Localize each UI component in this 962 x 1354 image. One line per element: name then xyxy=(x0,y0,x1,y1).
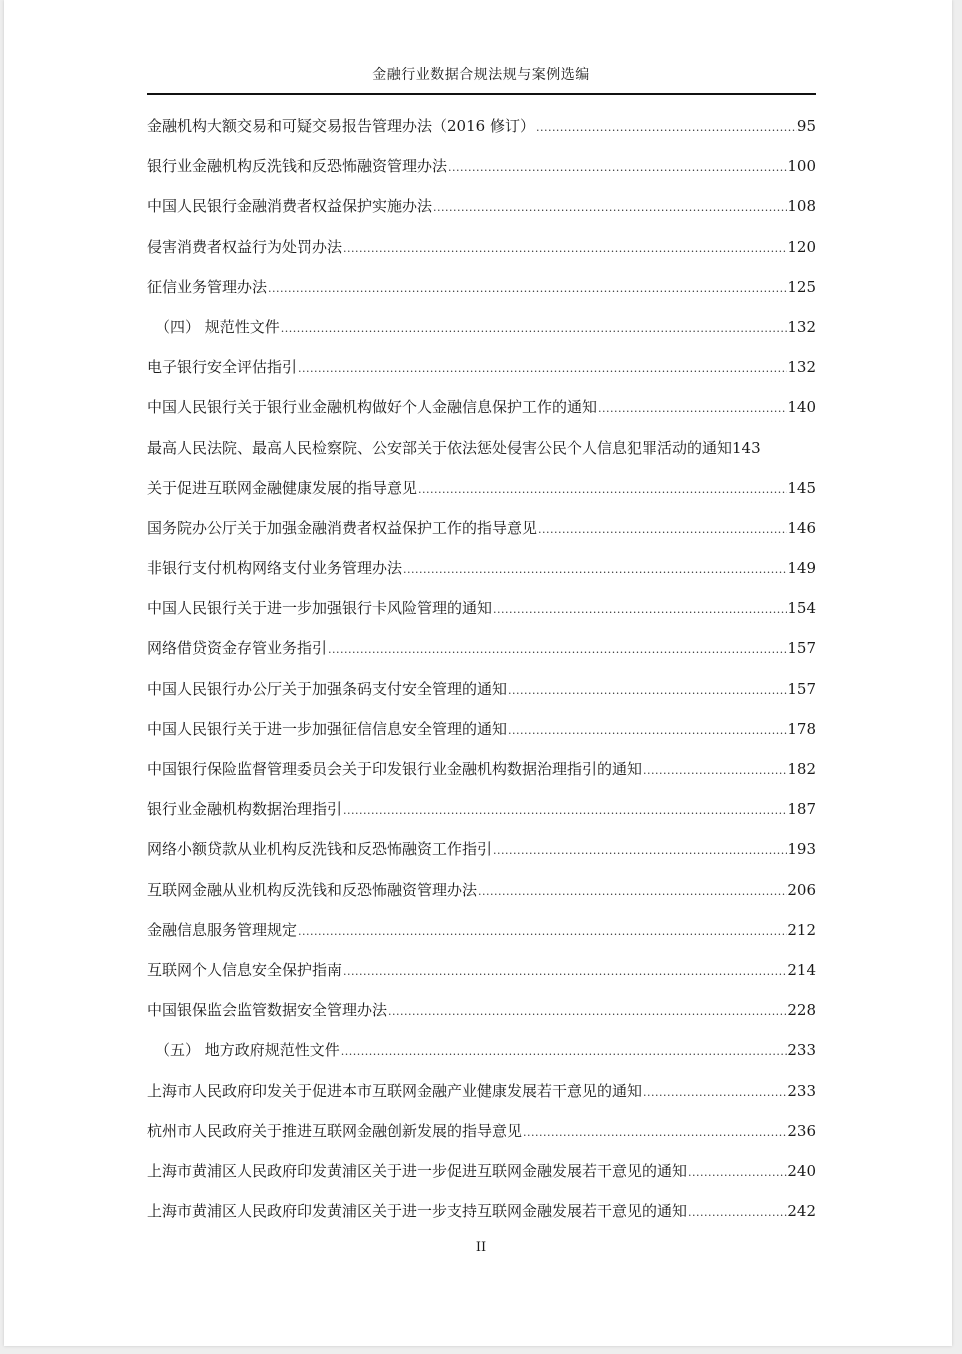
toc-entry[interactable] xyxy=(147,267,816,307)
toc-entry[interactable] xyxy=(147,387,816,427)
toc-entry-title: 杭州市人民政府关于推进互联网金融创新发展的指导意见 xyxy=(147,1121,523,1140)
toc-entry-page-number: 157 xyxy=(787,679,816,698)
toc-entry-page-number: 233 xyxy=(787,1081,816,1100)
toc-entry-title: 中国人民银行办公厅关于加强条码支付安全管理的通知 xyxy=(147,679,508,698)
toc-leader-dots xyxy=(687,1193,787,1233)
toc-leader-dots xyxy=(342,791,787,831)
toc-entry[interactable] xyxy=(147,548,816,588)
toc-section-heading[interactable] xyxy=(147,307,816,347)
toc-entry[interactable] xyxy=(147,146,816,186)
toc-entry-page-number: 132 xyxy=(787,317,816,336)
toc-leader-dots xyxy=(537,510,787,550)
toc-leader-dots xyxy=(535,108,797,148)
toc-entry-title: 金融信息服务管理规定 xyxy=(147,920,298,939)
toc-entry[interactable] xyxy=(147,347,816,387)
toc-entry[interactable] xyxy=(147,468,816,508)
toc-entry-title: （四） 规范性文件 xyxy=(155,317,280,336)
toc-entry[interactable] xyxy=(147,709,816,749)
toc-entry-title: 互联网金融从业机构反洗钱和反恐怖融资管理办法 xyxy=(147,880,478,899)
toc-leader-dots xyxy=(280,309,788,349)
toc-entry[interactable] xyxy=(147,588,816,628)
header-divider xyxy=(147,93,816,95)
toc-entry[interactable] xyxy=(147,1111,816,1151)
toc-entry-page-number: 132 xyxy=(787,358,816,377)
toc-entry[interactable] xyxy=(147,628,816,668)
toc-entry-title: 非银行支付机构网络支付业务管理办法 xyxy=(147,559,403,578)
toc-entry-title: 电子银行安全评估指引 xyxy=(147,358,298,377)
toc-leader-dots xyxy=(447,148,787,188)
toc-leader-dots xyxy=(642,1073,787,1113)
toc-entry[interactable] xyxy=(147,669,816,709)
toc-entry-page-number: 120 xyxy=(787,237,816,256)
toc-entry-title: 上海市黄浦区人民政府印发黄浦区关于进一步支持互联网金融发展若干意见的通知 xyxy=(147,1202,688,1221)
toc-entry[interactable] xyxy=(147,990,816,1030)
toc-entry[interactable] xyxy=(147,829,816,869)
toc-entry-page-number: 154 xyxy=(787,599,816,618)
toc-entry-title: （五） 地方政府规范性文件 xyxy=(155,1041,340,1060)
toc-leader-dots xyxy=(402,550,787,590)
toc-leader-dots xyxy=(387,992,787,1032)
toc-leader-dots xyxy=(327,630,787,670)
toc-entry-title: 中国人民银行关于进一步加强征信信息安全管理的通知 xyxy=(147,719,508,738)
toc-entry[interactable] xyxy=(147,106,816,146)
toc-section-heading[interactable] xyxy=(147,1030,816,1070)
toc-entry-page-number: 214 xyxy=(787,960,816,979)
toc-entry-title: 上海市人民政府印发关于促进本市互联网金融产业健康发展若干意见的通知 xyxy=(147,1081,643,1100)
toc-entry[interactable] xyxy=(147,870,816,910)
toc-entry[interactable] xyxy=(147,186,816,226)
toc-entry-page-number: 193 xyxy=(787,840,816,859)
toc-leader-dots xyxy=(642,751,787,791)
toc-entry-page-number: 236 xyxy=(787,1121,816,1140)
toc-entry[interactable] xyxy=(147,1151,816,1191)
toc-entry-page-number: 125 xyxy=(787,277,816,296)
toc-entry-page-number: 95 xyxy=(796,117,816,135)
toc-entry-page-number: 240 xyxy=(787,1161,816,1180)
toc-entry-title: 侵害消费者权益行为处罚办法 xyxy=(147,237,343,256)
toc-leader-dots xyxy=(342,229,787,269)
toc-entry[interactable] xyxy=(147,950,816,990)
toc-entry[interactable] xyxy=(147,227,816,267)
toc-leader-dots xyxy=(342,952,787,992)
toc-leader-dots xyxy=(507,671,787,711)
toc-entry-title: 网络借贷资金存管业务指引 xyxy=(147,639,328,658)
toc-entry-page-number: 145 xyxy=(787,478,816,497)
toc-entry-page-number: 146 xyxy=(787,518,816,537)
toc-leader-dots xyxy=(297,912,787,952)
toc-leader-dots xyxy=(267,269,787,309)
toc-entry-title: 银行业金融机构数据治理指引 xyxy=(147,800,343,819)
toc-entry[interactable] xyxy=(147,508,816,548)
toc-entry-title: 中国人民银行关于进一步加强银行卡风险管理的通知 xyxy=(147,599,493,618)
toc-entry-title: 中国人民银行金融消费者权益保护实施办法 xyxy=(147,197,433,216)
toc-entry-page-number: 178 xyxy=(787,719,816,738)
toc-entry-title: 最高人民法院、最高人民检察院、公安部关于依法惩处侵害公民个人信息犯罪活动的通知 xyxy=(147,438,733,457)
toc-entry[interactable] xyxy=(147,910,816,950)
toc-entry-page-number: 140 xyxy=(787,398,816,417)
toc-leader-dots xyxy=(507,711,787,751)
toc-entry-page-number: 187 xyxy=(787,800,816,819)
toc-leader-dots xyxy=(297,349,787,389)
toc-leader-dots xyxy=(597,389,787,429)
toc-entry-title: 银行业金融机构反洗钱和反恐怖融资管理办法 xyxy=(147,157,448,176)
toc-entry-page-number: 143 xyxy=(732,438,761,457)
toc-entry-page-number: 149 xyxy=(787,559,816,578)
toc-entry-title: 征信业务管理办法 xyxy=(147,277,268,296)
toc-entry-page-number: 157 xyxy=(787,639,816,658)
toc-entry-page-number: 182 xyxy=(787,760,816,778)
toc-entry-title: 金融机构大额交易和可疑交易报告管理办法（2016 修订） xyxy=(147,117,535,135)
toc-leader-dots xyxy=(492,590,787,630)
toc-entry[interactable] xyxy=(147,1071,816,1111)
toc-entry-page-number: 212 xyxy=(787,920,816,939)
toc-entry[interactable] xyxy=(147,789,816,829)
running-header: 金融行业数据合规法规与案例选编 xyxy=(372,67,590,83)
toc-leader-dots xyxy=(477,872,787,912)
toc-entry-page-number: 228 xyxy=(787,1001,816,1020)
toc-leader-dots xyxy=(340,1032,788,1072)
toc-entry-page-number: 206 xyxy=(787,880,816,899)
toc-entry-page-number: 242 xyxy=(787,1202,816,1221)
toc-entry-title: 国务院办公厅关于加强金融消费者权益保护工作的指导意见 xyxy=(147,518,538,537)
toc-entry-title: 中国银行保险监督管理委员会关于印发银行业金融机构数据治理指引的通知 xyxy=(147,760,643,778)
toc-leader-dots xyxy=(432,188,787,228)
toc-leader-dots xyxy=(417,470,787,510)
toc-leader-dots xyxy=(492,831,787,871)
table-of-contents xyxy=(147,106,816,1231)
toc-entry-title: 关于促进互联网金融健康发展的指导意见 xyxy=(147,478,418,497)
toc-entry-title: 上海市黄浦区人民政府印发黄浦区关于进一步促进互联网金融发展若干意见的通知 xyxy=(147,1161,688,1180)
toc-entry-title: 中国银保监会监管数据安全管理办法 xyxy=(147,1001,388,1020)
toc-leader-dots xyxy=(687,1153,787,1193)
toc-entry[interactable] xyxy=(147,749,816,789)
page-number: II xyxy=(475,1240,487,1255)
toc-entry-page-number: 233 xyxy=(787,1041,816,1060)
toc-entry[interactable] xyxy=(147,1191,816,1231)
toc-entry-title: 中国人民银行关于银行业金融机构做好个人金融信息保护工作的通知 xyxy=(147,398,598,417)
toc-entry-title: 网络小额贷款从业机构反洗钱和反恐怖融资工作指引 xyxy=(147,840,493,859)
toc-entry-page-number: 108 xyxy=(787,197,816,216)
toc-entry-title: 互联网个人信息安全保护指南 xyxy=(147,960,343,979)
toc-leader-dots xyxy=(522,1113,787,1153)
toc-entry[interactable] xyxy=(147,428,816,468)
toc-entry-page-number: 100 xyxy=(787,157,816,176)
